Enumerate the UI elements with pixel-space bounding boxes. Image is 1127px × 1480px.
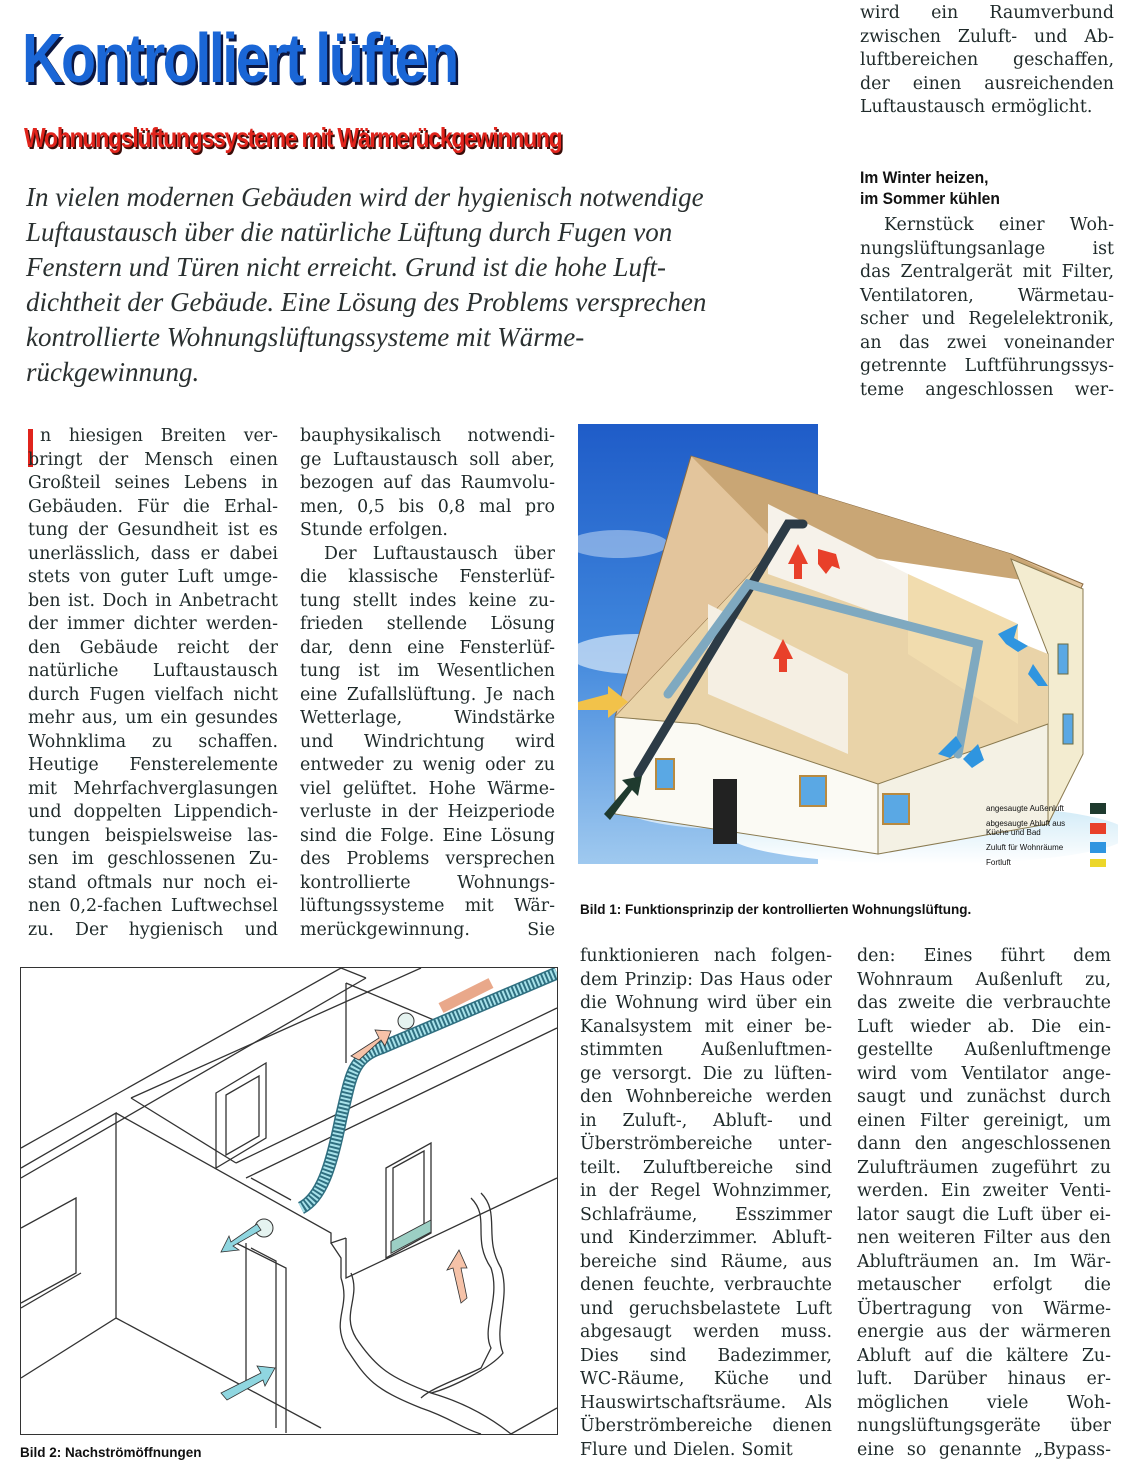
text-line: einen Filter gereinigt, um <box>857 1110 1111 1131</box>
text-line: und geruchsbelastete Luft <box>580 1298 832 1319</box>
text-line: nen weiteren Filter aus den <box>857 1228 1111 1248</box>
text-line: verluste in der Heizperiode <box>300 802 555 822</box>
text-line: Heutige Fensterelemente <box>28 755 278 775</box>
text-line: des Problems versprechen <box>300 849 555 869</box>
column-4 <box>580 945 832 1462</box>
text-line: ge versorgt. Die zu lüften- <box>580 1063 832 1084</box>
text-line: scher und Regelelektronik, <box>860 309 1114 329</box>
text-line: metauscher erfolgt die <box>857 1275 1111 1295</box>
text-line: Stunde erfolgen. <box>300 520 448 540</box>
text-line: den Gebäude reicht der <box>28 637 278 658</box>
text-line: denen feuchte, verbrauchte <box>580 1275 832 1295</box>
text-line: Wohnraum Außenluft zu, <box>857 969 1111 990</box>
text-line: natürliche Luftaustausch <box>28 661 278 681</box>
text-line: und Windrichtung wird <box>300 731 555 752</box>
lead-paragraph <box>26 180 826 390</box>
text-line: lüftungssysteme mit Wär- <box>300 896 555 916</box>
column-5 <box>857 945 1111 1462</box>
text-line: ge Luftaustausch soll aber, <box>300 449 555 470</box>
text-line: Luft wieder ab. Die ein- <box>857 1016 1111 1037</box>
text-line: WC-Räume, Küche und <box>580 1369 832 1389</box>
overflow-arrow-door <box>447 1250 467 1303</box>
article-subtitle: Wohnungslüftungssysteme mit Wärmerückgewinnung <box>24 122 562 153</box>
figure-1-legend <box>986 803 1106 872</box>
text-line: der immer dichter werden- <box>28 614 278 634</box>
text-line: tung ist im Wesentlichen <box>300 661 555 681</box>
text-line: mehr aus, um ein gesundes <box>28 708 278 728</box>
text-line: bauphysikalisch notwendi- <box>300 426 555 446</box>
figure-2 <box>20 967 558 1435</box>
text-line: in der Regel Wohnzimmer, <box>580 1181 832 1201</box>
text-line: die Wohnung wird über ein <box>580 993 832 1013</box>
figure-1-caption: Bild 1: Funktionsprinzip der kontrollierten Wohnungslüftung. <box>580 902 972 917</box>
text-line: Hauswirtschaftsräume. Als <box>580 1392 832 1413</box>
lead-line: kontrollierte Wohnungslüftungssysteme mit Wärme- <box>26 322 585 352</box>
text-line: dem Prinzip: Das Haus oder <box>580 969 832 990</box>
lead-line: In vielen modernen Gebäuden wird der hygienisch notwendige <box>26 182 704 212</box>
figure-2-caption: Bild 2: Nachströmöffnungen <box>20 1445 202 1460</box>
text-line: wird vom Ventilator ange- <box>857 1063 1111 1084</box>
text-line: wird ein Raumverbund <box>860 3 1114 23</box>
text-line: abgesaugt werden muss. <box>580 1322 832 1342</box>
text-line: durch Fugen vielfach nicht <box>28 684 278 705</box>
text-line: luftbereichen geschaffen, <box>860 50 1114 70</box>
supply-arrow-floor <box>221 1366 275 1400</box>
legend-item <box>986 858 1106 867</box>
text-line: stets von guter Luft umge- <box>28 567 278 587</box>
column-3-top <box>860 2 1114 120</box>
vent-valve-upper <box>398 1013 414 1029</box>
text-line: Dies sind Badezimmer, <box>580 1345 832 1366</box>
legend-label: angesaugte Außenluft <box>986 804 1064 813</box>
text-line: sen im geschlossenen Zu- <box>28 849 278 869</box>
text-line: Überströmbereiche dienen <box>580 1416 832 1436</box>
text-line: teme angeschlossen wer- <box>860 379 1114 400</box>
text-line: entweder zu wenig oder zu <box>300 755 555 775</box>
airflow-openings-illustration <box>21 968 557 1434</box>
text-line: n hiesigen Breiten ver- <box>40 426 278 446</box>
section-heading-line: im Sommer kühlen <box>860 189 1000 208</box>
text-line: teilt. Zuluftbereiche sind <box>580 1157 832 1178</box>
text-line: Kernstück einer Woh- <box>884 215 1114 235</box>
section-heading-line: Im Winter heizen, <box>860 168 989 187</box>
column-3-body <box>860 214 1114 402</box>
text-line: nen 0,2-fachen Luftwechsel <box>28 896 278 916</box>
text-line: luft. Darüber hinaus er- <box>857 1369 1111 1389</box>
lead-line: dichtheit der Gebäude. Eine Lösung des Problems versprechen <box>26 287 707 317</box>
article-title: Kontrolliert lüften <box>22 19 457 97</box>
text-line: sind die Folge. Eine Lösung <box>300 825 555 846</box>
legend-swatch <box>1090 859 1106 867</box>
text-line: dar, denn eine Fensterlüf- <box>300 637 555 658</box>
text-line: werden. Ein zweiter Venti- <box>857 1181 1111 1201</box>
text-line: dann den angeschlossenen <box>857 1134 1111 1154</box>
text-line: den Wohnbereiche werden <box>580 1087 832 1107</box>
text-line: funktionieren nach folgen- <box>580 946 832 966</box>
text-line: eine so genannte „Bypass- <box>857 1439 1111 1460</box>
column-2 <box>300 425 555 942</box>
front-door <box>713 779 737 844</box>
text-line: tungen beispielsweise las- <box>28 825 278 846</box>
legend-label: Zuluft für Wohnräume <box>986 843 1064 852</box>
text-line: ben ist. Doch in Anbetracht <box>28 590 278 611</box>
text-line: das Zentralgerät mit Filter, <box>860 262 1114 282</box>
text-line: und Kinderzimmer. Abluft- <box>580 1228 832 1248</box>
text-line: energie aus der wärmeren <box>857 1322 1111 1342</box>
text-line: Zulufträumen zugeführt zu <box>857 1157 1111 1178</box>
text-line: nungslüftungsanlage ist <box>860 238 1114 259</box>
text-line: Kanalsystem mit einer be- <box>580 1016 832 1037</box>
text-line: Der Luftaustausch über <box>324 543 555 564</box>
text-line: bringt der Mensch einen <box>28 449 278 470</box>
text-line: Luftaustausch ermöglicht. <box>860 97 1093 117</box>
text-line: gestellte Außenluftmenge <box>857 1040 1111 1060</box>
lead-line: Luftaustausch über die natürliche Lüftung durch Fugen von <box>26 217 673 247</box>
text-line: merückgewinnung. Sie <box>300 919 555 940</box>
text-line: Großteil seines Lebens in <box>28 473 278 493</box>
text-line: tung der Gesundheit ist es <box>28 520 278 540</box>
text-line: in Zuluft-, Abluft- und <box>580 1110 832 1131</box>
text-line: nungslüftungsgeräte über <box>857 1416 1111 1436</box>
text-line: Flure und Dielen. Somit <box>580 1439 793 1460</box>
lead-line: Fenstern und Türen nicht erreicht. Grund ist die hohe Luft- <box>26 252 666 282</box>
text-line: tung stellt indes keine zu- <box>300 590 555 611</box>
text-line: kontrollierte Wohnungs- <box>300 872 555 893</box>
text-line: viel gelüftet. Hohe Wärme- <box>300 778 555 799</box>
column-1 <box>28 425 278 942</box>
section-heading <box>860 167 1000 209</box>
text-line: an das zwei voneinander <box>860 332 1114 353</box>
text-line: möglichen viele Woh- <box>857 1392 1111 1413</box>
text-line: Ablufträumen an. Im Wär- <box>857 1251 1111 1272</box>
text-line: Schlafräume, Esszimmer <box>580 1204 832 1225</box>
text-line: stimmten Außenluftmen- <box>580 1040 832 1060</box>
legend-swatch <box>1090 823 1106 834</box>
legend-label: Fortluft <box>986 858 1011 867</box>
text-line: den: Eines führt dem <box>857 946 1111 966</box>
text-line: eine Zufallslüftung. Je nach <box>300 684 555 705</box>
flex-duct-blue <box>301 973 557 1208</box>
lead-line: rückgewinnung. <box>26 357 200 387</box>
text-line: Abluft auf die kältere Zu- <box>857 1345 1111 1366</box>
text-line: zu. Der hygienisch und <box>28 919 278 940</box>
text-line: bezogen auf das Raumvolu- <box>300 473 555 493</box>
figure-1 <box>578 424 1118 886</box>
text-line: unerlässlich, dass er dabei <box>28 543 278 564</box>
text-line: das zweite die verbrauchte <box>857 993 1111 1013</box>
text-line: Ventilatoren, Wärmetau- <box>860 285 1114 306</box>
text-line: lator saugt die Luft über ei- <box>857 1204 1111 1225</box>
text-line: Wohnklima zu schaffen. <box>28 731 278 752</box>
text-line: getrennte Luftführungssys- <box>860 356 1114 376</box>
text-line: der einen ausreichenden <box>860 73 1114 94</box>
text-line: stand oftmals nur noch ei- <box>28 872 278 893</box>
legend-swatch <box>1090 803 1106 814</box>
legend-label: abgesaugte Abluft aus Küche und Bad <box>986 819 1066 837</box>
text-line: Gebäuden. Für die Erhal- <box>28 496 278 517</box>
text-line: frieden stellende Lösung <box>300 614 555 634</box>
text-line: Überströmbereiche unter- <box>580 1134 832 1154</box>
text-line: Übertragung von Wärme- <box>857 1298 1111 1319</box>
legend-swatch <box>1090 842 1106 853</box>
text-line: Wetterlage, Windstärke <box>300 708 555 728</box>
text-line: die klassische Fensterlüf- <box>300 567 555 587</box>
supply-arrow-lower <box>221 1224 261 1252</box>
text-line: zwischen Zuluft- und Ab- <box>860 26 1114 47</box>
text-line: saugt und zunächst durch <box>857 1087 1111 1107</box>
text-line: bereiche sind Räume, aus <box>580 1251 832 1272</box>
text-line: und doppelten Lippendich- <box>28 802 278 822</box>
text-line: mit Mehrfachverglasungen <box>28 778 278 799</box>
text-line: men, 0,5 bis 0,8 mal pro <box>300 496 555 517</box>
legend-item <box>986 819 1106 837</box>
legend-item <box>986 842 1106 853</box>
legend-item <box>986 803 1106 814</box>
